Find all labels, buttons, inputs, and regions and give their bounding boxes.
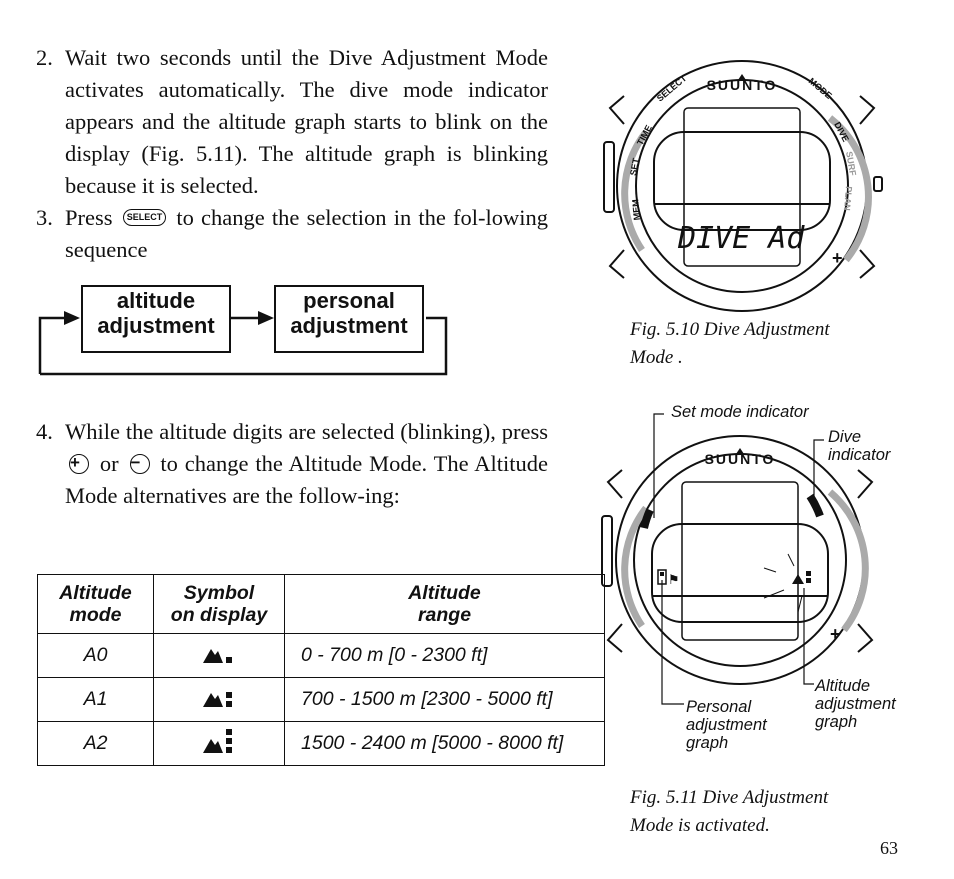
- symbol-cell: [154, 678, 285, 722]
- watch-label-dive: DIVE: [832, 120, 851, 144]
- watch-label-set: SET: [628, 157, 642, 177]
- watch-brand: SUUNTO: [706, 77, 778, 93]
- header-line: Symbol: [183, 582, 255, 604]
- altitude-symbol-icon: [201, 683, 237, 711]
- watch-brand: SUUNTO: [704, 451, 776, 467]
- callout-set-mode: Set mode indicator: [671, 403, 809, 421]
- altitude-symbol-icon: [201, 639, 237, 667]
- watch-label-select: SELECT: [654, 73, 689, 104]
- altitude-symbol-icon: [201, 725, 237, 757]
- caption-line: Mode .: [630, 347, 683, 368]
- figure-caption-2: [630, 784, 828, 840]
- header-line: range: [417, 604, 472, 626]
- step-number: 3.: [36, 205, 53, 230]
- callout-line: graph: [815, 713, 858, 731]
- table-row: [38, 678, 605, 722]
- header-range: [285, 575, 605, 634]
- watch-label-surf: SURF: [844, 150, 859, 177]
- callout-line: Altitude: [815, 677, 871, 695]
- watch-plus: +: [832, 248, 843, 268]
- callout-dive-indicator: [828, 428, 890, 464]
- table-header-row: [38, 575, 605, 634]
- page-number: 63: [880, 838, 898, 858]
- header-line: Altitude: [408, 582, 481, 604]
- watch-label-time: TIME: [634, 123, 654, 147]
- flow-box-line: personal: [303, 288, 395, 313]
- step-text-middle: or: [99, 451, 119, 476]
- step-text-before: Press: [65, 205, 113, 230]
- range-cell: 1500 - 2400 m [5000 - 8000 ft]: [285, 722, 605, 766]
- step-text-after: to change the Altitude Mode. The Altitude Mode alternatives are the follow-ing:: [65, 451, 549, 508]
- header-mode: [38, 575, 154, 634]
- caption-line: Mode is activated.: [630, 815, 770, 836]
- minus-key-icon: −: [130, 454, 150, 474]
- flow-box-line: adjustment: [290, 313, 408, 338]
- flow-box-altitude: [81, 285, 231, 353]
- header-symbol: [154, 575, 285, 634]
- step-4: [36, 416, 548, 512]
- header-line: on display: [170, 604, 268, 626]
- altitude-table: [37, 574, 605, 766]
- watch-label-plan: PLAN: [841, 185, 854, 212]
- watch-label-mode: MODE: [806, 75, 834, 101]
- caption-line: Fig. 5.11 Dive Adjustment: [630, 787, 829, 808]
- step-text: [65, 416, 548, 512]
- range-cell: 0 - 700 m [0 - 2300 ft]: [285, 634, 605, 678]
- mode-cell: A1: [38, 678, 154, 722]
- callout-line: adjustment: [815, 695, 896, 713]
- header-line: mode: [69, 604, 122, 626]
- callout-line: Dive: [828, 428, 862, 446]
- step-number: 2.: [36, 45, 53, 70]
- step-text-after: to change the selection in the fol-lowing sequence: [65, 205, 549, 262]
- step-text: Wait two seconds until the Dive Adjustment Mode activates automatically. The dive mode indicator appears and the altitude graph starts to blink on the display (Fig. 5.11). The altitude graph is blinking because it is selected.: [65, 45, 548, 198]
- callout-line: graph: [686, 734, 729, 752]
- figure-caption-1: [630, 316, 830, 372]
- callout-personal-graph: [686, 698, 767, 752]
- callout-line: Personal: [686, 698, 752, 716]
- svg-text:⚑: ⚑: [668, 573, 680, 588]
- flow-box-line: altitude: [116, 288, 196, 313]
- select-key-icon: SELECT: [123, 209, 167, 226]
- mode-cell: A2: [38, 722, 154, 766]
- flow-box-personal: [274, 285, 424, 353]
- table-row: [38, 722, 605, 766]
- caption-line: Fig. 5.10 Dive Adjustment: [630, 319, 830, 340]
- step-text-before: While the altitude digits are selected (blinking), press: [65, 419, 548, 444]
- table-row: [38, 634, 605, 678]
- watch-label-mem: MEM: [630, 198, 642, 221]
- watch-display-text: DIVE Ad: [678, 221, 805, 256]
- mode-cell: A0: [38, 634, 154, 678]
- symbol-cell: [154, 634, 285, 678]
- header-line: Altitude: [59, 582, 132, 604]
- range-cell: 700 - 1500 m [2300 - 5000 ft]: [285, 678, 605, 722]
- callout-line: indicator: [828, 446, 891, 464]
- watch-plus: +: [830, 624, 841, 644]
- plus-key-icon: +: [69, 454, 89, 474]
- step-number: 4.: [36, 419, 53, 444]
- callout-line: adjustment: [686, 716, 767, 734]
- flow-box-line: adjustment: [97, 313, 215, 338]
- watch-figure-1: [602, 60, 884, 312]
- callout-altitude-graph: [815, 677, 896, 731]
- symbol-cell: [154, 722, 285, 766]
